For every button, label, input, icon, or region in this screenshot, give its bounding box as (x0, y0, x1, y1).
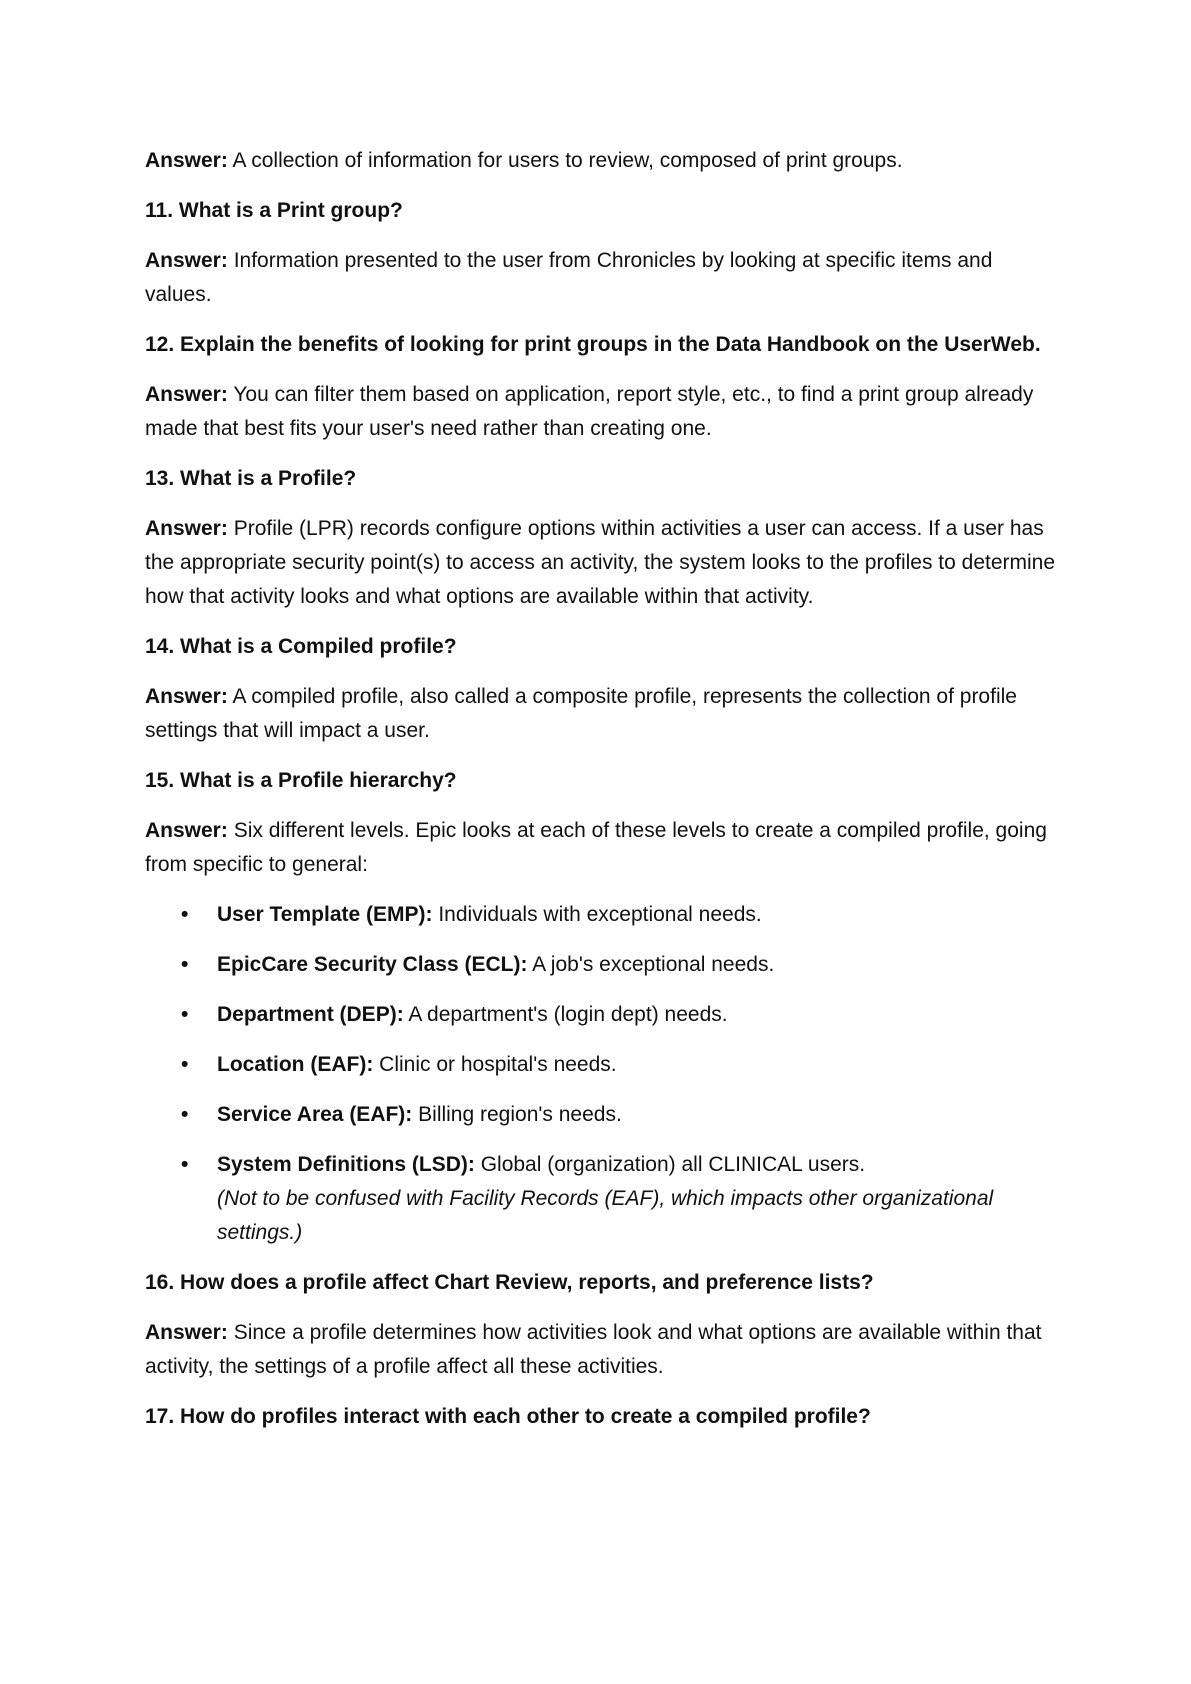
list-item (145, 948, 1060, 982)
bullet-icon: • (181, 1053, 189, 1076)
answer-11 (145, 244, 1060, 312)
profile-levels-list (145, 898, 1060, 1250)
answer-label: Answer: (145, 1321, 228, 1344)
list-item (145, 1098, 1060, 1132)
bullet-icon: • (181, 953, 189, 976)
answer-label: Answer: (145, 149, 228, 172)
level-label: Service Area (EAF): (217, 1103, 413, 1126)
answer-10 (145, 144, 1060, 178)
answer-text: You can filter them based on application, report style, etc., to find a print group already made that best fits your user's need rather than creating one. (145, 383, 1034, 440)
answer-label: Answer: (145, 383, 228, 406)
level-label: Department (DEP): (217, 1003, 404, 1026)
level-text: Individuals with exceptional needs. (438, 903, 762, 926)
question-14: 14. What is a Compiled profile? (145, 635, 457, 658)
level-label: EpicCare Security Class (ECL): (217, 953, 528, 976)
answer-14 (145, 680, 1060, 748)
list-item (145, 1148, 1060, 1250)
answer-text: A compiled profile, also called a composite profile, represents the collection of profile settings that will impact a user. (145, 685, 1017, 742)
question-16: 16. How does a profile affect Chart Review, reports, and preference lists? (145, 1271, 874, 1294)
question-12: 12. Explain the benefits of looking for print groups in the Data Handbook on the UserWeb. (145, 333, 1041, 356)
level-label: Location (EAF): (217, 1053, 374, 1076)
question-15: 15. What is a Profile hierarchy? (145, 769, 457, 792)
level-label: User Template (EMP): (217, 903, 433, 926)
answer-text: Information presented to the user from Chronicles by looking at specific items and values. (145, 249, 993, 306)
bullet-icon: • (181, 1103, 189, 1126)
bullet-icon: • (181, 1003, 189, 1026)
bullet-icon: • (181, 1153, 189, 1176)
answer-16 (145, 1316, 1060, 1384)
level-text: A job's exceptional needs. (532, 953, 775, 976)
level-label: System Definitions (LSD): (217, 1153, 475, 1176)
answer-label: Answer: (145, 685, 228, 708)
list-item (145, 898, 1060, 932)
level-text: Global (organization) all CLINICAL users. (480, 1153, 866, 1176)
answer-text: A collection of information for users to review, composed of print groups. (232, 149, 903, 172)
level-text: Billing region's needs. (418, 1103, 622, 1126)
document-page (145, 144, 1060, 1450)
list-item (145, 1048, 1060, 1082)
answer-12 (145, 378, 1060, 446)
answer-text: Six different levels. Epic looks at each of these levels to create a compiled profile, going from specific to general: (145, 819, 1047, 876)
level-text: Clinic or hospital's needs. (379, 1053, 617, 1076)
answer-label: Answer: (145, 249, 228, 272)
answer-label: Answer: (145, 517, 228, 540)
question-17: 17. How do profiles interact with each other to create a compiled profile? (145, 1405, 871, 1428)
answer-text: Since a profile determines how activities look and what options are available within that activity, the settings of a profile affect all these activities. (145, 1321, 1042, 1378)
answer-13 (145, 512, 1060, 614)
level-note: (Not to be confused with Facility Records (EAF), which impacts other organizational settings.) (217, 1187, 994, 1244)
question-13: 13. What is a Profile? (145, 467, 357, 490)
list-item (145, 998, 1060, 1032)
answer-15 (145, 814, 1060, 882)
bullet-icon: • (181, 903, 189, 926)
answer-label: Answer: (145, 819, 228, 842)
question-11: 11. What is a Print group? (145, 199, 403, 222)
level-text: A department's (login dept) needs. (408, 1003, 728, 1026)
answer-text: Profile (LPR) records configure options within activities a user can access. If a user has the appropriate security point(s) to access an activity, the system looks to the profiles to determine how that activity looks and what options are available within that activity. (145, 517, 1056, 608)
